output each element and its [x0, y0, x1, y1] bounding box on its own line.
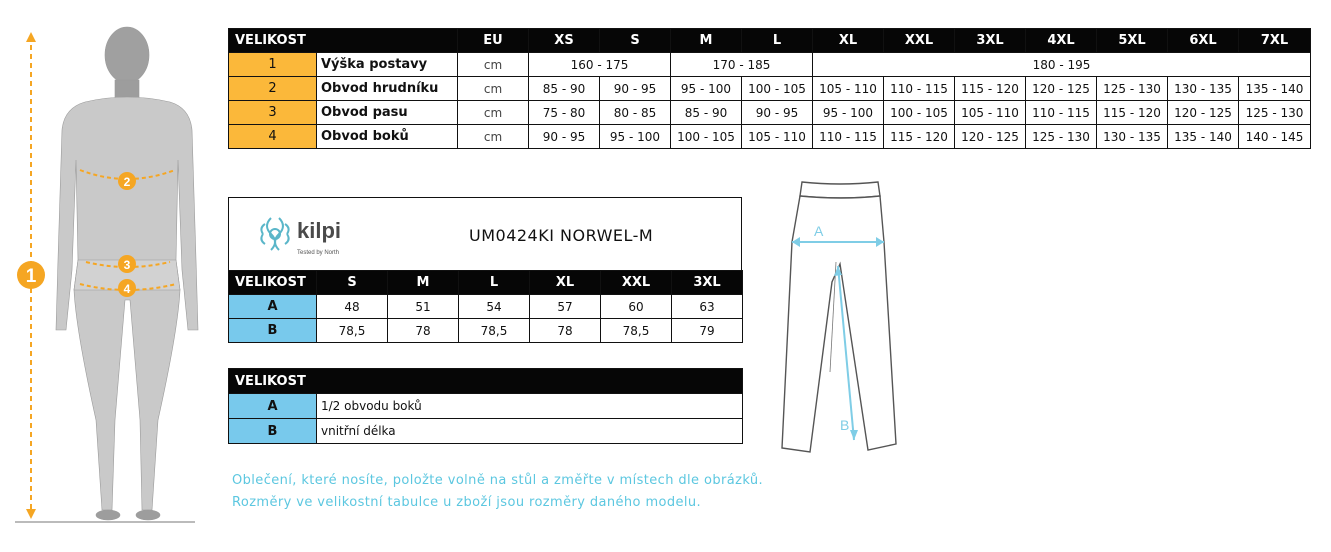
marker-4: [118, 279, 136, 297]
table-cell: 110 - 115: [813, 125, 884, 149]
row-number: 1: [229, 53, 317, 77]
table-cell: 130 - 135: [1097, 125, 1168, 149]
table-cell: 115 - 120: [884, 125, 955, 149]
table-cell: 80 - 85: [600, 101, 671, 125]
row-key: B: [229, 319, 317, 343]
table-cell: 51: [388, 295, 459, 319]
row-label: Obvod pasu: [317, 101, 458, 125]
table-cell: 48: [317, 295, 388, 319]
table-cell: 78,5: [601, 319, 672, 343]
row-unit: cm: [458, 53, 529, 77]
header-size: XS: [529, 29, 600, 53]
svg-text:2: 2: [123, 175, 131, 189]
table-cell: 85 - 90: [671, 101, 742, 125]
row-number: 3: [229, 101, 317, 125]
header-eu: EU: [458, 29, 529, 53]
table-cell: 115 - 120: [1097, 101, 1168, 125]
table-row: [229, 53, 1311, 77]
row-key: B: [229, 419, 317, 444]
table-cell: 100 - 105: [884, 101, 955, 125]
note-line: Rozměry ve velikostní tabulce u zboží jsou rozměry daného modelu.: [232, 495, 702, 510]
header-size: 7XL: [1239, 29, 1311, 53]
svg-text:1: 1: [25, 266, 37, 287]
marker-2: [118, 172, 136, 190]
row-description: 1/2 obvodu boků: [317, 394, 743, 419]
header-size: L: [459, 271, 530, 295]
table-row: [229, 125, 1311, 149]
header-velikost: VELIKOST: [229, 29, 458, 53]
table-cell: 105 - 110: [742, 125, 813, 149]
svg-text:Tested by North: Tested by North: [297, 250, 340, 256]
svg-text:3: 3: [123, 258, 131, 272]
row-unit: cm: [458, 101, 529, 125]
table-cell: 105 - 110: [955, 101, 1026, 125]
table-cell: 140 - 145: [1239, 125, 1311, 149]
header-size: M: [388, 271, 459, 295]
header-velikost: VELIKOST: [229, 271, 317, 295]
header-size: 6XL: [1168, 29, 1239, 53]
table-cell: 57: [530, 295, 601, 319]
table-cell: 125 - 130: [1239, 101, 1311, 125]
svg-text:kilpi: kilpi: [297, 218, 342, 243]
header-size: S: [600, 29, 671, 53]
table-row: [229, 419, 743, 444]
table-cell: 60: [601, 295, 672, 319]
table-cell: 78,5: [459, 319, 530, 343]
table-cell: 54: [459, 295, 530, 319]
table-cell: 90 - 95: [600, 77, 671, 101]
kilpi-logo: [257, 206, 367, 262]
table-cell: 105 - 110: [813, 77, 884, 101]
row-label: Obvod boků: [317, 125, 458, 149]
header-size: XXL: [601, 271, 672, 295]
row-label: Výška postavy: [317, 53, 458, 77]
table-cell: 95 - 100: [813, 101, 884, 125]
table-cell: 130 - 135: [1168, 77, 1239, 101]
row-number: 4: [229, 125, 317, 149]
header-size: S: [317, 271, 388, 295]
table-cell: 160 - 175: [529, 53, 671, 77]
table-cell: 180 - 195: [813, 53, 1311, 77]
table-cell: 100 - 105: [742, 77, 813, 101]
header-size: 4XL: [1026, 29, 1097, 53]
model-header-box: [228, 197, 742, 270]
measure-label-a: A: [814, 223, 824, 239]
header-size: 3XL: [955, 29, 1026, 53]
table-cell: 170 - 185: [671, 53, 813, 77]
header-size: 3XL: [672, 271, 743, 295]
model-table-header: [229, 271, 743, 295]
table-cell: 125 - 130: [1097, 77, 1168, 101]
size-table-header: [229, 29, 1311, 53]
header-size: XL: [530, 271, 601, 295]
table-cell: 110 - 115: [1026, 101, 1097, 125]
table-row: [229, 77, 1311, 101]
table-cell: 125 - 130: [1026, 125, 1097, 149]
table-row: [229, 394, 743, 419]
header-size: L: [742, 29, 813, 53]
row-unit: cm: [458, 125, 529, 149]
measurement-legend-table: [228, 368, 743, 444]
marker-3: [118, 255, 136, 273]
table-cell: 135 - 140: [1168, 125, 1239, 149]
row-unit: cm: [458, 77, 529, 101]
table-row: [229, 319, 743, 343]
size-chart-table: [228, 28, 1311, 149]
note-line: Oblečení, které nosíte, položte volně na stůl a změřte v místech dle obrázků.: [232, 473, 764, 488]
table-cell: 120 - 125: [1026, 77, 1097, 101]
row-description: vnitřní délka: [317, 419, 743, 444]
table-cell: 95 - 100: [600, 125, 671, 149]
svg-text:4: 4: [123, 282, 131, 296]
header-size: M: [671, 29, 742, 53]
measure-label-b: B: [840, 417, 850, 433]
measurement-note: [232, 470, 763, 514]
row-label: Obvod hrudníku: [317, 77, 458, 101]
model-size-table: [228, 270, 743, 343]
table-row: [229, 101, 1311, 125]
table-cell: 110 - 115: [884, 77, 955, 101]
header-size: XL: [813, 29, 884, 53]
table-cell: 78: [388, 319, 459, 343]
row-key: A: [229, 295, 317, 319]
table-cell: 78: [530, 319, 601, 343]
model-name: UM0424KI NORWEL-M: [469, 226, 654, 245]
header-size: 5XL: [1097, 29, 1168, 53]
marker-1: [17, 261, 45, 289]
header-size: XXL: [884, 29, 955, 53]
body-silhouette: [56, 27, 198, 520]
table-cell: 90 - 95: [529, 125, 600, 149]
table-cell: 78,5: [317, 319, 388, 343]
table-cell: 75 - 80: [529, 101, 600, 125]
table-cell: 95 - 100: [671, 77, 742, 101]
body-measurement-figure: [0, 0, 210, 552]
table-cell: 85 - 90: [529, 77, 600, 101]
table-row: [229, 295, 743, 319]
table-cell: 120 - 125: [1168, 101, 1239, 125]
table-cell: 90 - 95: [742, 101, 813, 125]
table-cell: 115 - 120: [955, 77, 1026, 101]
table-cell: 135 - 140: [1239, 77, 1311, 101]
table-cell: 100 - 105: [671, 125, 742, 149]
legend-table-header: [229, 369, 743, 394]
row-key: A: [229, 394, 317, 419]
pants-diagram: [770, 172, 910, 462]
header-velikost: VELIKOST: [229, 369, 743, 394]
row-number: 2: [229, 77, 317, 101]
table-cell: 120 - 125: [955, 125, 1026, 149]
table-cell: 79: [672, 319, 743, 343]
table-cell: 63: [672, 295, 743, 319]
